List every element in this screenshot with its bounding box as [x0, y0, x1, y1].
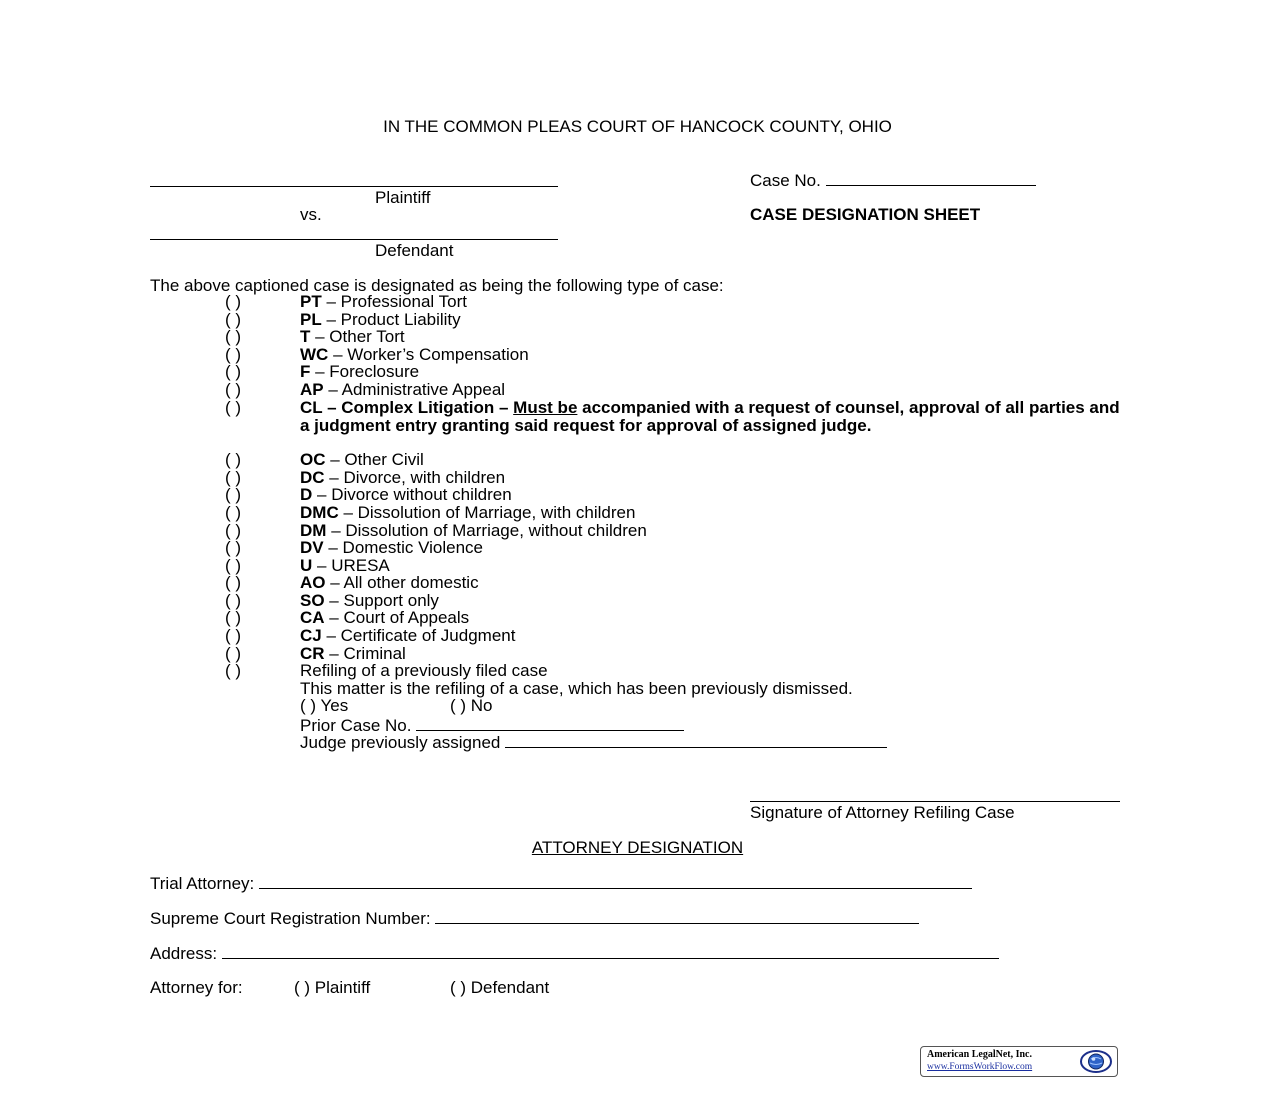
case-type-ca[interactable] [0, 609, 1275, 627]
publisher-logo[interactable] [920, 1046, 1118, 1077]
case-desc: – Support only [329, 591, 439, 610]
checkbox[interactable]: ( ) [225, 573, 242, 592]
checkbox[interactable]: ( ) [225, 292, 242, 311]
case-desc: – Worker’s Compensation [333, 345, 529, 364]
case-no-field [750, 170, 1036, 191]
registration-input[interactable] [435, 908, 919, 924]
case-code: DMC [300, 503, 339, 522]
case-type-dv[interactable] [0, 539, 1275, 557]
case-desc: – Foreclosure [315, 362, 420, 381]
case-code: DM [300, 521, 327, 540]
case-code: D [300, 485, 313, 504]
case-type-pt[interactable] [0, 293, 1275, 311]
intro-text: The above captioned case is designated as being the following type of case: [150, 276, 724, 295]
case-type-pl[interactable] [0, 311, 1275, 329]
case-type-d[interactable] [0, 486, 1275, 504]
case-desc: – Other Tort [315, 327, 405, 346]
case-desc: – Other Civil [330, 450, 424, 469]
case-type-refiling[interactable] [0, 662, 1275, 680]
court-title: IN THE COMMON PLEAS COURT OF HANCOCK COUNTY, OHIO [383, 117, 892, 136]
case-desc: – Dissolution of Marriage, without children [331, 521, 647, 540]
signature-line[interactable] [750, 801, 1120, 802]
cl-lead: CL – Complex Litigation – [300, 398, 509, 417]
checkbox[interactable]: ( ) [225, 538, 242, 557]
cl-must-be: Must be [513, 398, 578, 417]
case-desc: – Product Liability [326, 310, 461, 329]
logo-url[interactable]: www.FormsWorkFlow.com [927, 1062, 1033, 1072]
registration-label: Supreme Court Registration Number: [150, 909, 431, 928]
globe-icon [1079, 1049, 1113, 1074]
case-code: PL [300, 310, 322, 329]
case-code: CJ [300, 626, 322, 645]
judge-field [300, 732, 887, 752]
defendant-label: Defendant [375, 241, 454, 260]
checkbox[interactable]: ( ) [225, 362, 242, 381]
prior-case-label: Prior Case No. [300, 716, 412, 735]
checkbox[interactable]: ( ) [225, 591, 242, 610]
checkbox[interactable]: ( ) [225, 345, 242, 364]
vs-label: vs. [300, 205, 322, 224]
checkbox[interactable]: ( ) [225, 608, 242, 627]
case-type-dm[interactable] [0, 522, 1275, 540]
checkbox[interactable]: ( ) [225, 380, 242, 399]
case-desc: – Professional Tort [326, 292, 467, 311]
checkbox[interactable]: ( ) [225, 644, 242, 663]
case-code: PT [300, 292, 322, 311]
checkbox[interactable]: ( ) [225, 556, 242, 575]
checkbox[interactable]: ( ) [225, 626, 242, 645]
case-code: CA [300, 608, 325, 627]
case-code: CR [300, 644, 325, 663]
case-type-dc[interactable] [0, 469, 1275, 487]
attorney-for-plaintiff-option[interactable]: ( ) Plaintiff [294, 978, 371, 997]
case-code: U [300, 556, 313, 575]
attorney-for-label: Attorney for: [150, 978, 243, 997]
prior-case-input[interactable] [416, 715, 684, 731]
case-code: DV [300, 538, 324, 557]
address-field [150, 943, 999, 964]
case-type-f[interactable] [0, 363, 1275, 381]
case-type-t[interactable] [0, 328, 1275, 346]
case-type-so[interactable] [0, 592, 1275, 610]
case-desc: – Criminal [329, 644, 406, 663]
checkbox[interactable]: ( ) [225, 468, 242, 487]
refiling-no-option[interactable]: ( ) No [450, 696, 493, 715]
case-code: DC [300, 468, 325, 487]
checkbox[interactable]: ( ) [225, 450, 242, 469]
checkbox[interactable]: ( ) [225, 503, 242, 522]
checkbox[interactable]: ( ) [225, 327, 242, 346]
case-type-ap[interactable] [0, 381, 1275, 399]
trial-attorney-input[interactable] [259, 873, 972, 889]
case-desc: – URESA [317, 556, 390, 575]
checkbox[interactable]: ( ) [225, 661, 242, 680]
logo-company: American LegalNet, Inc. [927, 1049, 1032, 1060]
case-type-ao[interactable] [0, 574, 1275, 592]
trial-attorney-field [150, 873, 972, 894]
case-desc: – Dissolution of Marriage, with children [343, 503, 636, 522]
checkbox[interactable]: ( ) [225, 398, 242, 417]
attorney-for-defendant-option[interactable]: ( ) Defendant [450, 978, 550, 997]
complex-litigation-text [300, 399, 1130, 434]
plaintiff-line[interactable] [150, 186, 558, 187]
address-input[interactable] [222, 943, 999, 959]
case-desc: – Certificate of Judgment [326, 626, 516, 645]
address-label: Address: [150, 944, 218, 963]
attorney-designation-title: ATTORNEY DESIGNATION [531, 838, 744, 857]
case-desc: – Administrative Appeal [328, 380, 506, 399]
case-code: WC [300, 345, 329, 364]
judge-input[interactable] [505, 732, 887, 748]
trial-attorney-label: Trial Attorney: [150, 874, 255, 893]
case-desc: – Divorce without children [317, 485, 512, 504]
checkbox[interactable]: ( ) [225, 485, 242, 504]
case-code: AO [300, 573, 326, 592]
defendant-line[interactable] [150, 239, 558, 240]
case-type-dmc[interactable] [0, 504, 1275, 522]
case-desc: – All other domestic [330, 573, 479, 592]
case-type-u[interactable] [0, 557, 1275, 575]
case-code: AP [300, 380, 324, 399]
case-type-oc[interactable] [0, 451, 1275, 469]
registration-field [150, 908, 919, 929]
case-type-cr[interactable] [0, 645, 1275, 663]
plaintiff-label: Plaintiff [375, 188, 431, 207]
case-desc: – Court of Appeals [329, 608, 470, 627]
case-code: SO [300, 591, 325, 610]
case-desc: – Divorce, with children [329, 468, 506, 487]
case-code: F [300, 362, 311, 381]
case-type-cj[interactable] [0, 627, 1275, 645]
case-type-wc[interactable] [0, 346, 1275, 364]
case-desc: – Domestic Violence [328, 538, 484, 557]
signature-label: Signature of Attorney Refiling Case [750, 803, 1015, 822]
sheet-title: CASE DESIGNATION SHEET [750, 205, 981, 224]
checkbox[interactable]: ( ) [225, 521, 242, 540]
case-no-input[interactable] [826, 170, 1036, 186]
case-code: OC [300, 450, 326, 469]
refiling-label: Refiling of a previously filed case [300, 661, 548, 680]
refiling-statement: This matter is the refiling of a case, which has been previously dismissed. [300, 679, 853, 698]
case-code: T [300, 327, 311, 346]
judge-label: Judge previously assigned [300, 733, 501, 752]
cl-rest: accompanied with a request of counsel, approval of all parties and a judgment entry granting said request for approval of assigned judge. [300, 398, 1120, 435]
refiling-yes-option[interactable]: ( ) Yes [300, 696, 349, 715]
case-no-label: Case No. [750, 171, 821, 190]
checkbox[interactable]: ( ) [225, 310, 242, 329]
